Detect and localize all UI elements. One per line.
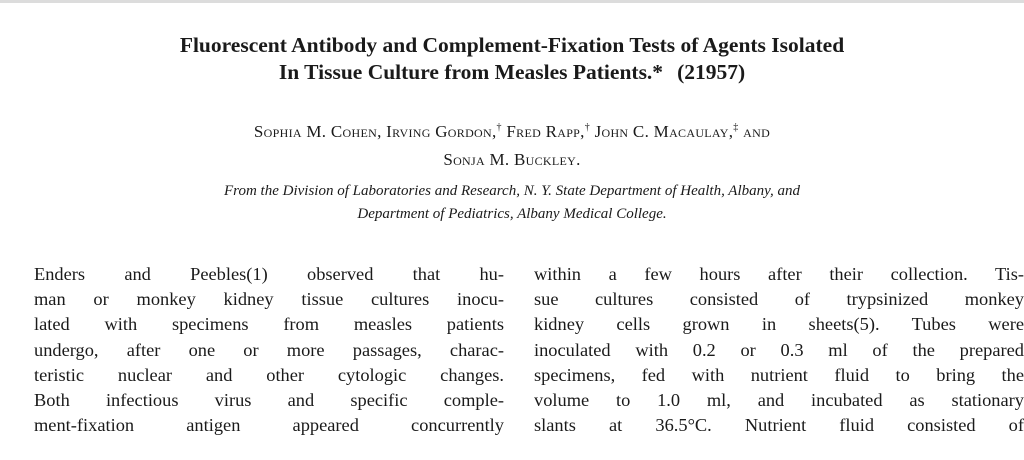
- body-line: volume to 1.0 ml, and incubated as stationary: [534, 390, 1024, 411]
- body-line: sue cultures consisted of trypsinized monkey: [534, 289, 1024, 310]
- affiliation-line-2: Department of Pediatrics, Albany Medical College.: [357, 206, 667, 222]
- article-number: (21957): [677, 60, 746, 84]
- title-line-2-text: In Tissue Culture from Measles Patients.*: [278, 60, 664, 84]
- dagger-footnote-mark: †: [496, 122, 502, 133]
- body-line: ment-fixation antigen appeared concurrently: [34, 415, 504, 436]
- body-line: Enders and Peebles(1) observed that hu-: [34, 264, 504, 284]
- authors-part-4: John C. Macaulay,: [590, 122, 734, 141]
- authors-line-1: [0, 118, 1024, 146]
- body-line: inoculated with 0.2 or 0.3 ml of the prepared: [534, 339, 1024, 360]
- author-list: [0, 118, 1024, 174]
- title-line-1: Fluorescent Antibody and Complement-Fixation Tests of Agents Isolated: [179, 33, 845, 57]
- authors-part-0: Sophia M. Cohen, Irving Gordon,: [253, 122, 497, 141]
- body-line: kidney cells grown in sheets(5). Tubes were: [534, 314, 1024, 335]
- body-line: Both infectious virus and specific comple-: [34, 390, 504, 411]
- body-line: lated with specimens from measles patients: [34, 314, 504, 335]
- authors-part-2: Fred Rapp,: [501, 122, 585, 141]
- body-line: specimens, fed with nutrient fluid to bring the: [534, 364, 1024, 385]
- body-line: teristic nuclear and other cytologic changes.: [34, 364, 504, 385]
- title-line-2: [0, 59, 1024, 86]
- affiliation: [0, 180, 1024, 226]
- double-dagger-footnote-mark: ‡: [733, 122, 739, 133]
- body-line: slants at 36.5°C. Nutrient fluid consisted of: [534, 415, 1024, 436]
- dagger-footnote-mark: †: [584, 122, 591, 133]
- page-top-rule: [0, 0, 1024, 3]
- body-line: man or monkey kidney tissue cultures inocu-: [34, 289, 504, 310]
- article-title: [0, 32, 1024, 86]
- body-line: within a few hours after their collection. Tis-: [534, 264, 1024, 284]
- body-line: undergo, after one or more passages, charac-: [34, 339, 504, 360]
- authors-line-2: Sonja M. Buckley.: [443, 150, 581, 169]
- body-column-right: [534, 262, 1024, 438]
- affiliation-line-1: From the Division of Laboratories and Research, N. Y. State Department of Health, Albany, and: [224, 183, 800, 199]
- body-column-left: [34, 262, 504, 438]
- authors-part-6: and: [738, 122, 771, 141]
